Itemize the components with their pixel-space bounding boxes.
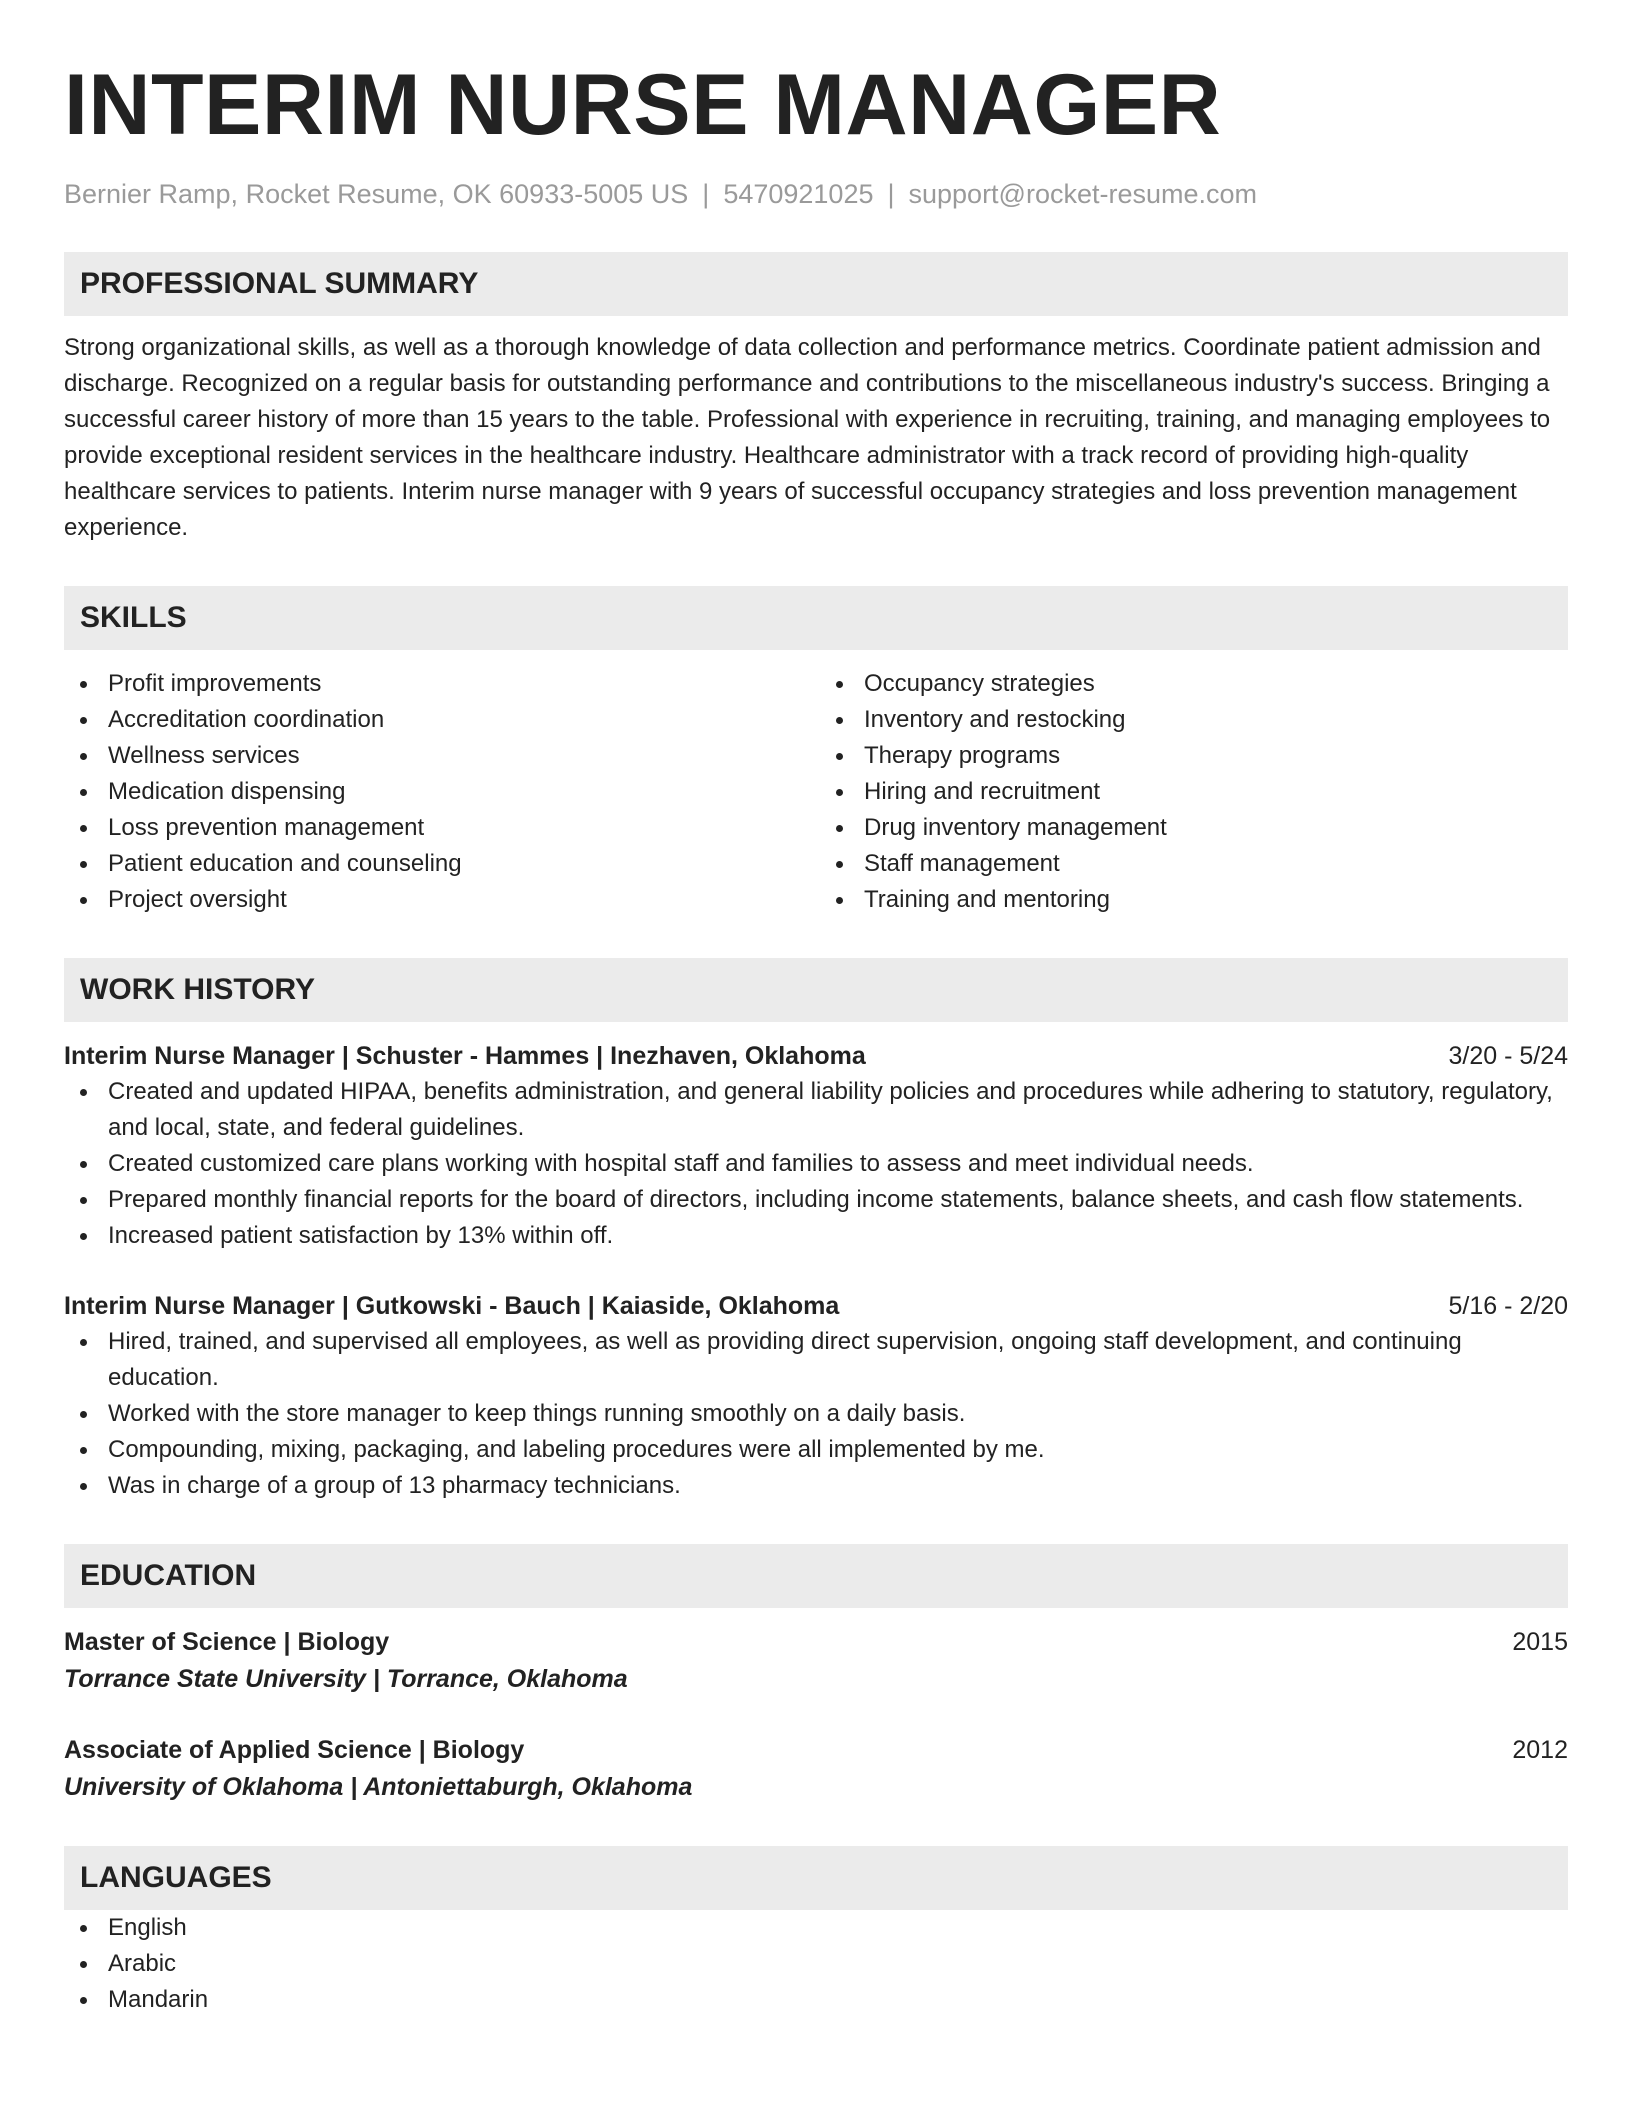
skills-list [64,666,1568,918]
job-dates: 3/20 - 5/24 [1448,1042,1568,1070]
skill-item: Project oversight [108,882,812,918]
skills-column-left [64,666,812,918]
section-heading-skills: SKILLS [64,586,1568,650]
contact-separator: | [702,179,710,209]
section-heading-summary: PROFESSIONAL SUMMARY [64,252,1568,316]
contact-separator: | [887,179,895,209]
skill-item: Accreditation coordination [108,702,812,738]
job-bullets [64,1324,1568,1504]
job-header [64,1038,1568,1074]
skill-item: Loss prevention management [108,810,812,846]
languages-list [64,1910,1568,2018]
education-header [64,1624,1568,1660]
contact-line [64,176,1568,212]
skill-item: Staff management [864,846,1568,882]
job-header [64,1288,1568,1324]
section-heading-languages: LANGUAGES [64,1846,1568,1910]
education-degree: Associate of Applied Science | Biology [64,1736,525,1764]
skill-item: Drug inventory management [864,810,1568,846]
skill-item: Wellness services [108,738,812,774]
language-item: Mandarin [108,1982,1568,2018]
skill-item: Profit improvements [108,666,812,702]
education-year: 2012 [1512,1736,1568,1764]
education-entry [64,1732,1568,1806]
education-degree: Master of Science | Biology [64,1628,390,1656]
language-item: English [108,1910,1568,1946]
job-title: Interim Nurse Manager | Gutkowski - Bauch | Kaiaside, Oklahoma [64,1292,840,1320]
section-heading-work-history: WORK HISTORY [64,958,1568,1022]
summary-text: Strong organizational skills, as well as a thorough knowledge of data collection and performance metrics. Coordinate patient admission and discharge. Recognized on a regular basis for outstanding performance and contributions to the miscellaneous industry's success. Bringing a successful career history of more than 15 years to the table. Professional with experience in recruiting, training, and managing employees to provide exceptional resident services in the healthcare industry. Healthcare administrator with a track record of providing high-quality healthcare services to patients. Interim nurse manager with 9 years of successful occupancy strategies and loss prevention management experience. [64,334,1551,541]
education-school: University of Oklahoma | Antoniettaburgh, Oklahoma [64,1773,693,1801]
contact-phone: 5470921025 [723,179,874,209]
skill-item: Hiring and recruitment [864,774,1568,810]
job-bullet: Created and updated HIPAA, benefits administration, and general liability policies and procedures while adhering to statutory, regulatory, and local, state, and federal guidelines. [108,1074,1568,1146]
skill-item: Training and mentoring [864,882,1568,918]
job-entry [64,1038,1568,1254]
language-item: Arabic [108,1946,1568,1982]
section-heading-education: EDUCATION [64,1544,1568,1608]
job-bullet: Was in charge of a group of 13 pharmacy technicians. [108,1468,1568,1504]
skill-item: Occupancy strategies [864,666,1568,702]
skill-item: Therapy programs [864,738,1568,774]
job-bullet: Worked with the store manager to keep things running smoothly on a daily basis. [108,1396,1568,1432]
job-entry [64,1288,1568,1504]
education-school: Torrance State University | Torrance, Oklahoma [64,1665,628,1693]
job-dates: 5/16 - 2/20 [1448,1292,1568,1320]
job-bullet: Prepared monthly financial reports for the board of directors, including income statements, balance sheets, and cash flow statements. [108,1182,1568,1218]
education-header [64,1732,1568,1768]
job-bullet: Increased patient satisfaction by 13% within off. [108,1218,1568,1254]
job-bullets [64,1074,1568,1254]
skill-item: Patient education and counseling [108,846,812,882]
job-bullet: Created customized care plans working with hospital staff and families to assess and meet individual needs. [108,1146,1568,1182]
job-title: Interim Nurse Manager | Schuster - Hammes | Inezhaven, Oklahoma [64,1042,866,1070]
skill-item: Medication dispensing [108,774,812,810]
contact-address: Bernier Ramp, Rocket Resume, OK 60933-5005 US [64,179,689,209]
education-year: 2015 [1512,1628,1568,1656]
job-bullet: Hired, trained, and supervised all employees, as well as providing direct supervision, ongoing staff development, and continuing education. [108,1324,1568,1396]
skills-column-right [812,666,1568,918]
contact-email[interactable]: support@rocket-resume.com [908,179,1258,209]
resume-name: INTERIM NURSE MANAGER [64,57,1222,153]
skill-item: Inventory and restocking [864,702,1568,738]
education-entry [64,1624,1568,1698]
job-bullet: Compounding, mixing, packaging, and labeling procedures were all implemented by me. [108,1432,1568,1468]
